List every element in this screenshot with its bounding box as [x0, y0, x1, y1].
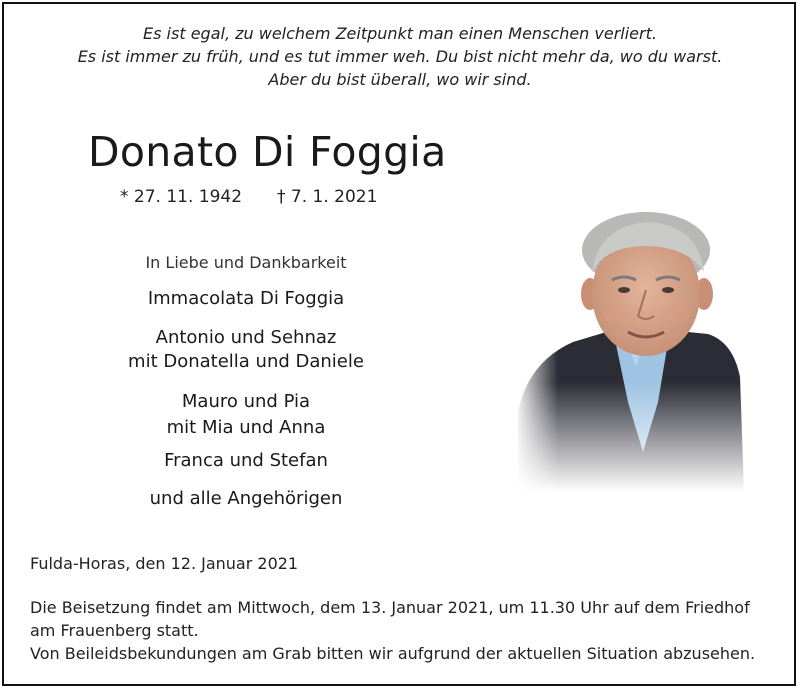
- place-and-date: Fulda-Horas, den 12. Januar 2021: [30, 554, 299, 573]
- mourner-line: Franca und Stefan: [164, 450, 328, 471]
- portrait-illustration: [518, 202, 744, 492]
- notice-line-2: am Frauenberg statt.: [30, 621, 199, 640]
- notice-line-3: Von Beileidsbekundungen am Grab bitten wir aufgrund der aktuellen Situation abzusehen.: [30, 644, 756, 663]
- death-date: † 7. 1. 2021: [277, 187, 378, 207]
- mourners-intro: In Liebe und Dankbarkeit: [145, 253, 347, 272]
- birth-date: * 27. 11. 1942: [120, 187, 243, 207]
- funeral-notice: [30, 596, 755, 665]
- memorial-quote: [0, 22, 800, 91]
- portrait-photo: [518, 202, 744, 492]
- quote-line-1: Es ist egal, zu welchem Zeitpunkt man einen Menschen verliert.: [143, 24, 657, 43]
- quote-line-2: Es ist immer zu früh, und es tut immer weh. Du bist nicht mehr da, wo du warst.: [77, 47, 723, 66]
- mourner-line: mit Mia und Anna: [166, 417, 326, 438]
- deceased-name: Donato Di Foggia: [88, 128, 447, 176]
- quote-line-3: Aber du bist überall, wo wir sind.: [268, 70, 532, 89]
- mourner-line: Antonio und Sehnaz: [155, 327, 337, 348]
- notice-line-1: Die Beisetzung findet am Mittwoch, dem 13. Januar 2021, um 11.30 Uhr auf dem Friedhof: [30, 598, 750, 617]
- mourner-line: Mauro und Pia: [181, 391, 311, 412]
- mourner-line: mit Donatella und Daniele: [128, 351, 364, 372]
- mourner-line: und alle Angehörigen: [149, 488, 343, 509]
- mourner-line: Immacolata Di Foggia: [147, 288, 345, 309]
